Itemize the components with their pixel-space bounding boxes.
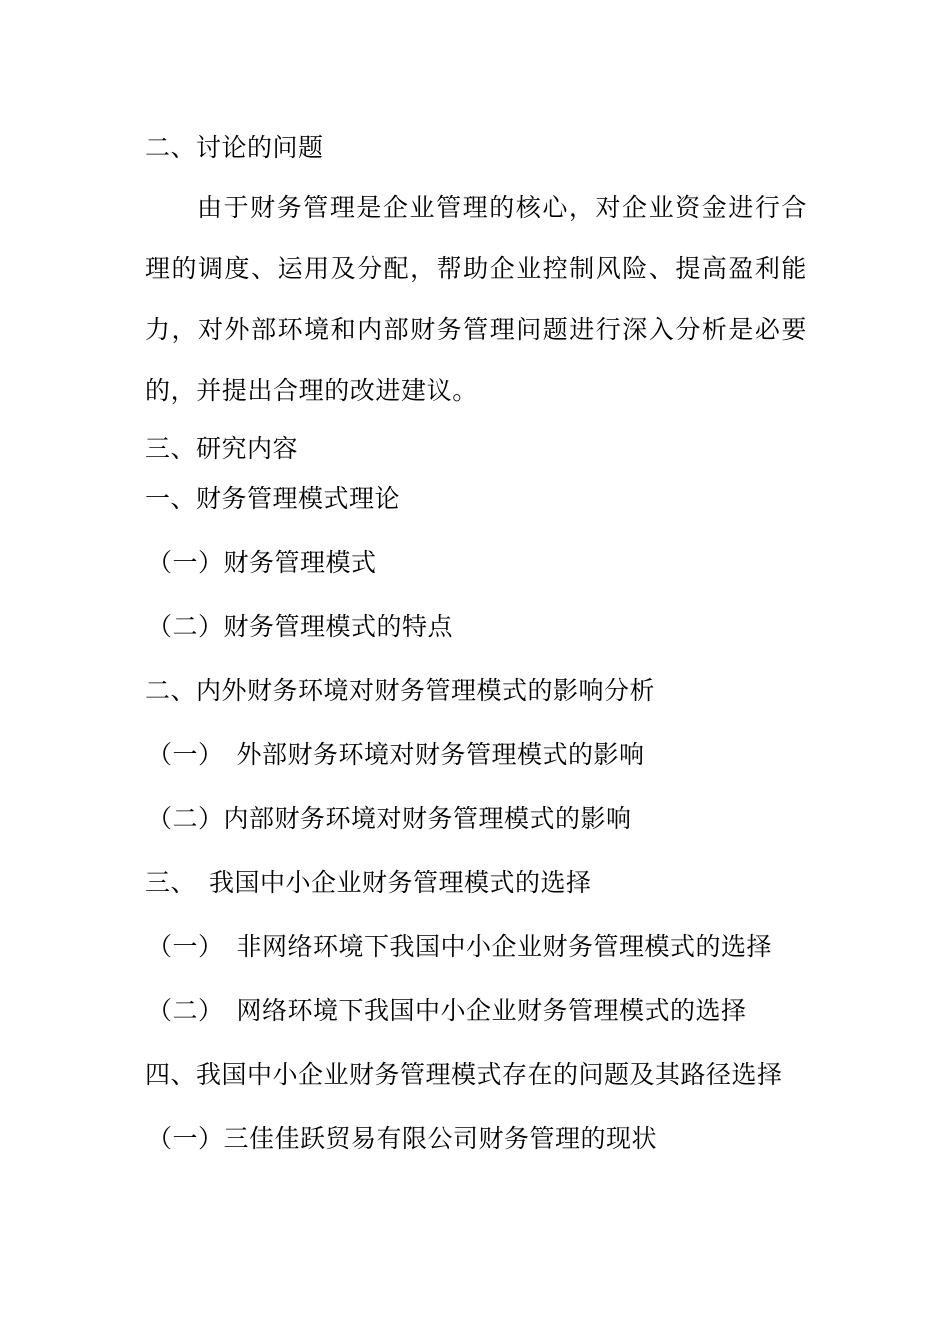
outline-item: 一、财务管理模式理论 (145, 484, 401, 513)
outline-item: （二） 网络环境下我国中小企业财务管理模式的选择 (147, 996, 747, 1025)
outline-item: （一）三佳佳跃贸易有限公司财务管理的现状 (147, 1124, 658, 1153)
outline-item: （一） 非网络环境下我国中小企业财务管理模式的选择 (147, 932, 773, 961)
section-heading-discussion: 二、讨论的问题 (145, 133, 324, 162)
outline-item: （一） 外部财务环境对财务管理模式的影响 (147, 740, 645, 769)
discussion-paragraph: 由于财务管理是企业管理的核心，对企业资金进行合理的调度、运用及分配，帮助企业控制风险、提高盈利能力，对外部环境和内部财务管理问题进行深入分析是必要的，并提出合理的改进建议。 (145, 193, 807, 405)
outline-item: 四、我国中小企业财务管理模式存在的问题及其路径选择 (145, 1060, 783, 1089)
outline-item: （二）内部财务环境对财务管理模式的影响 (147, 804, 632, 833)
section-heading-research-content: 三、研究内容 (145, 434, 299, 463)
outline-item: 二、内外财务环境对财务管理模式的影响分析 (145, 676, 656, 705)
outline-item: （二）财务管理模式的特点 (147, 612, 454, 641)
outline-item: 三、 我国中小企业财务管理模式的选择 (145, 868, 592, 897)
outline-item: （一）财务管理模式 (147, 548, 377, 577)
